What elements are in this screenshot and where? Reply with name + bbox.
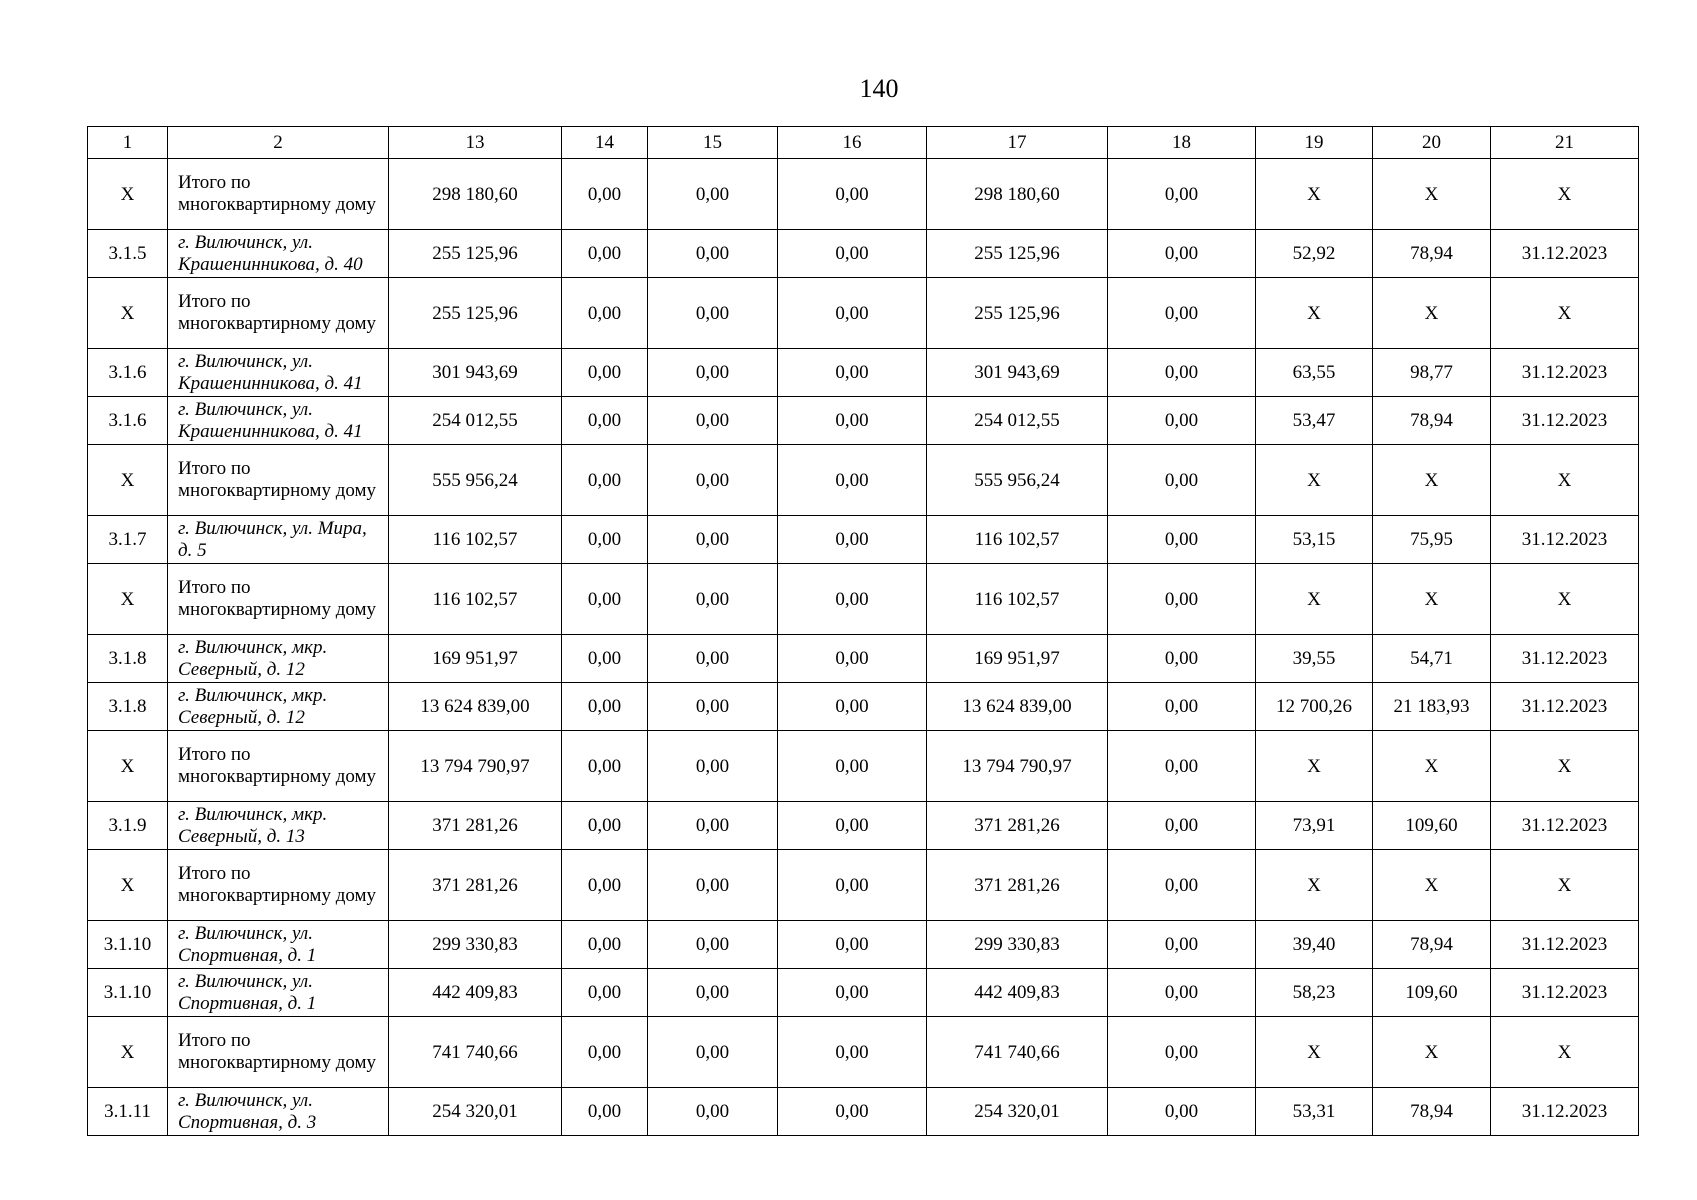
table-row	[88, 516, 1639, 564]
col-20-value: 21 183,93	[1373, 683, 1491, 731]
column-header: 20	[1373, 127, 1491, 159]
col-21-value: Х	[1491, 159, 1639, 230]
col-14-value: 0,00	[562, 635, 648, 683]
col-19-value: 53,47	[1256, 397, 1373, 445]
col-20-value: 78,94	[1373, 230, 1491, 278]
column-header: 2	[168, 127, 389, 159]
col-19-value: 58,23	[1256, 969, 1373, 1017]
col-21-value: 31.12.2023	[1491, 397, 1639, 445]
row-description: Итого по многоквартирному дому	[168, 1017, 389, 1088]
col-21-value: 31.12.2023	[1491, 635, 1639, 683]
row-description: г. Вилючинск, ул. Спортивная, д. 1	[168, 969, 389, 1017]
col-16-value: 0,00	[778, 397, 927, 445]
row-number: Х	[88, 278, 168, 349]
col-14-value: 0,00	[562, 230, 648, 278]
col-18-value: 0,00	[1108, 278, 1256, 349]
col-21-value: Х	[1491, 564, 1639, 635]
col-18-value: 0,00	[1108, 445, 1256, 516]
col-14-value: 0,00	[562, 564, 648, 635]
col-18-value: 0,00	[1108, 159, 1256, 230]
col-17-value: 254 320,01	[927, 1088, 1108, 1136]
col-21-value: 31.12.2023	[1491, 921, 1639, 969]
col-13-value: 254 320,01	[389, 1088, 562, 1136]
col-20-value: Х	[1373, 159, 1491, 230]
col-15-value: 0,00	[648, 397, 778, 445]
row-description: г. Вилючинск, ул. Крашенинникова, д. 41	[168, 349, 389, 397]
total-row	[88, 445, 1639, 516]
table-row	[88, 635, 1639, 683]
col-15-value: 0,00	[648, 921, 778, 969]
col-20-value: 54,71	[1373, 635, 1491, 683]
col-16-value: 0,00	[778, 516, 927, 564]
col-16-value: 0,00	[778, 969, 927, 1017]
table-row	[88, 230, 1639, 278]
col-21-value: 31.12.2023	[1491, 802, 1639, 850]
col-18-value: 0,00	[1108, 1017, 1256, 1088]
col-14-value: 0,00	[562, 349, 648, 397]
col-17-value: 301 943,69	[927, 349, 1108, 397]
col-21-value: Х	[1491, 731, 1639, 802]
col-17-value: 255 125,96	[927, 230, 1108, 278]
col-13-value: 298 180,60	[389, 159, 562, 230]
col-15-value: 0,00	[648, 278, 778, 349]
row-number: 3.1.8	[88, 683, 168, 731]
column-header: 1	[88, 127, 168, 159]
col-18-value: 0,00	[1108, 397, 1256, 445]
col-13-value: 116 102,57	[389, 564, 562, 635]
row-description: г. Вилючинск, мкр. Северный, д. 12	[168, 635, 389, 683]
col-18-value: 0,00	[1108, 850, 1256, 921]
col-16-value: 0,00	[778, 802, 927, 850]
row-number: 3.1.7	[88, 516, 168, 564]
col-21-value: 31.12.2023	[1491, 349, 1639, 397]
col-18-value: 0,00	[1108, 731, 1256, 802]
col-14-value: 0,00	[562, 683, 648, 731]
col-17-value: 371 281,26	[927, 850, 1108, 921]
row-number: Х	[88, 159, 168, 230]
col-17-value: 442 409,83	[927, 969, 1108, 1017]
col-19-value: 53,31	[1256, 1088, 1373, 1136]
col-19-value: 39,55	[1256, 635, 1373, 683]
page-number: 140	[859, 74, 899, 103]
col-19-value: Х	[1256, 445, 1373, 516]
column-header: 21	[1491, 127, 1639, 159]
col-17-value: 116 102,57	[927, 564, 1108, 635]
col-20-value: Х	[1373, 564, 1491, 635]
col-13-value: 301 943,69	[389, 349, 562, 397]
col-14-value: 0,00	[562, 802, 648, 850]
col-20-value: 109,60	[1373, 969, 1491, 1017]
col-17-value: 255 125,96	[927, 278, 1108, 349]
col-19-value: 63,55	[1256, 349, 1373, 397]
column-header: 14	[562, 127, 648, 159]
col-21-value: 31.12.2023	[1491, 1088, 1639, 1136]
col-15-value: 0,00	[648, 349, 778, 397]
col-16-value: 0,00	[778, 1088, 927, 1136]
col-20-value: Х	[1373, 278, 1491, 349]
col-17-value: 13 624 839,00	[927, 683, 1108, 731]
col-19-value: 73,91	[1256, 802, 1373, 850]
col-14-value: 0,00	[562, 397, 648, 445]
row-number: Х	[88, 731, 168, 802]
col-14-value: 0,00	[562, 1088, 648, 1136]
col-20-value: 109,60	[1373, 802, 1491, 850]
col-21-value: Х	[1491, 278, 1639, 349]
column-header: 13	[389, 127, 562, 159]
col-19-value: 12 700,26	[1256, 683, 1373, 731]
table-row	[88, 397, 1639, 445]
col-21-value: Х	[1491, 445, 1639, 516]
col-13-value: 254 012,55	[389, 397, 562, 445]
row-number: 3.1.6	[88, 397, 168, 445]
col-17-value: 254 012,55	[927, 397, 1108, 445]
col-17-value: 13 794 790,97	[927, 731, 1108, 802]
col-20-value: 78,94	[1373, 1088, 1491, 1136]
row-number: 3.1.6	[88, 349, 168, 397]
col-14-value: 0,00	[562, 969, 648, 1017]
col-14-value: 0,00	[562, 850, 648, 921]
col-16-value: 0,00	[778, 921, 927, 969]
col-16-value: 0,00	[778, 683, 927, 731]
col-13-value: 371 281,26	[389, 850, 562, 921]
row-description: г. Вилючинск, ул. Мира, д. 5	[168, 516, 389, 564]
col-14-value: 0,00	[562, 1017, 648, 1088]
table-row	[88, 683, 1639, 731]
col-19-value: Х	[1256, 278, 1373, 349]
col-16-value: 0,00	[778, 1017, 927, 1088]
total-row	[88, 159, 1639, 230]
col-13-value: 116 102,57	[389, 516, 562, 564]
total-row	[88, 1017, 1639, 1088]
col-15-value: 0,00	[648, 1088, 778, 1136]
col-17-value: 555 956,24	[927, 445, 1108, 516]
col-19-value: Х	[1256, 850, 1373, 921]
total-row	[88, 850, 1639, 921]
total-row	[88, 731, 1639, 802]
row-description: Итого по многоквартирному дому	[168, 445, 389, 516]
col-14-value: 0,00	[562, 731, 648, 802]
col-19-value: 53,15	[1256, 516, 1373, 564]
row-description: г. Вилючинск, ул. Крашенинникова, д. 41	[168, 397, 389, 445]
col-20-value: Х	[1373, 731, 1491, 802]
col-21-value: 31.12.2023	[1491, 969, 1639, 1017]
col-16-value: 0,00	[778, 159, 927, 230]
row-number: 3.1.10	[88, 969, 168, 1017]
row-number: Х	[88, 564, 168, 635]
column-header: 19	[1256, 127, 1373, 159]
col-15-value: 0,00	[648, 159, 778, 230]
row-description: Итого по многоквартирному дому	[168, 564, 389, 635]
col-14-value: 0,00	[562, 516, 648, 564]
column-header: 15	[648, 127, 778, 159]
col-21-value: Х	[1491, 850, 1639, 921]
col-18-value: 0,00	[1108, 516, 1256, 564]
col-13-value: 555 956,24	[389, 445, 562, 516]
col-14-value: 0,00	[562, 278, 648, 349]
row-description: г. Вилючинск, мкр. Северный, д. 13	[168, 802, 389, 850]
col-15-value: 0,00	[648, 1017, 778, 1088]
row-number: Х	[88, 445, 168, 516]
col-17-value: 299 330,83	[927, 921, 1108, 969]
col-21-value: 31.12.2023	[1491, 683, 1639, 731]
col-18-value: 0,00	[1108, 1088, 1256, 1136]
col-17-value: 371 281,26	[927, 802, 1108, 850]
col-16-value: 0,00	[778, 278, 927, 349]
row-number: Х	[88, 850, 168, 921]
column-header: 18	[1108, 127, 1256, 159]
column-header: 17	[927, 127, 1108, 159]
col-18-value: 0,00	[1108, 635, 1256, 683]
col-18-value: 0,00	[1108, 683, 1256, 731]
table-row	[88, 969, 1639, 1017]
col-13-value: 741 740,66	[389, 1017, 562, 1088]
col-14-value: 0,00	[562, 445, 648, 516]
total-row	[88, 564, 1639, 635]
col-13-value: 371 281,26	[389, 802, 562, 850]
row-number: 3.1.10	[88, 921, 168, 969]
col-19-value: 39,40	[1256, 921, 1373, 969]
row-description: г. Вилючинск, мкр. Северный, д. 12	[168, 683, 389, 731]
row-description: Итого по многоквартирному дому	[168, 731, 389, 802]
row-description: г. Вилючинск, ул. Крашенинникова, д. 40	[168, 230, 389, 278]
col-21-value: 31.12.2023	[1491, 230, 1639, 278]
col-16-value: 0,00	[778, 445, 927, 516]
col-15-value: 0,00	[648, 230, 778, 278]
col-17-value: 741 740,66	[927, 1017, 1108, 1088]
table-row	[88, 802, 1639, 850]
col-15-value: 0,00	[648, 850, 778, 921]
col-20-value: 78,94	[1373, 921, 1491, 969]
row-number: 3.1.11	[88, 1088, 168, 1136]
col-20-value: Х	[1373, 850, 1491, 921]
col-18-value: 0,00	[1108, 230, 1256, 278]
col-13-value: 255 125,96	[389, 230, 562, 278]
row-description: г. Вилючинск, ул. Спортивная, д. 3	[168, 1088, 389, 1136]
col-19-value: Х	[1256, 564, 1373, 635]
table-row	[88, 349, 1639, 397]
row-description: Итого по многоквартирному дому	[168, 278, 389, 349]
col-16-value: 0,00	[778, 731, 927, 802]
col-15-value: 0,00	[648, 969, 778, 1017]
col-19-value: Х	[1256, 159, 1373, 230]
col-20-value: 98,77	[1373, 349, 1491, 397]
col-18-value: 0,00	[1108, 349, 1256, 397]
col-18-value: 0,00	[1108, 969, 1256, 1017]
col-14-value: 0,00	[562, 921, 648, 969]
col-20-value: Х	[1373, 445, 1491, 516]
col-17-value: 116 102,57	[927, 516, 1108, 564]
column-header: 16	[778, 127, 927, 159]
row-description: Итого по многоквартирному дому	[168, 159, 389, 230]
row-number: 3.1.5	[88, 230, 168, 278]
data-table	[87, 126, 1639, 1136]
row-number: Х	[88, 1017, 168, 1088]
col-18-value: 0,00	[1108, 564, 1256, 635]
col-20-value: Х	[1373, 1017, 1491, 1088]
col-18-value: 0,00	[1108, 921, 1256, 969]
col-21-value: 31.12.2023	[1491, 516, 1639, 564]
col-19-value: 52,92	[1256, 230, 1373, 278]
col-18-value: 0,00	[1108, 802, 1256, 850]
col-20-value: 75,95	[1373, 516, 1491, 564]
total-row	[88, 278, 1639, 349]
col-17-value: 169 951,97	[927, 635, 1108, 683]
col-14-value: 0,00	[562, 159, 648, 230]
table-row	[88, 921, 1639, 969]
col-13-value: 442 409,83	[389, 969, 562, 1017]
row-description: Итого по многоквартирному дому	[168, 850, 389, 921]
col-15-value: 0,00	[648, 731, 778, 802]
col-16-value: 0,00	[778, 230, 927, 278]
col-21-value: Х	[1491, 1017, 1639, 1088]
col-19-value: Х	[1256, 731, 1373, 802]
col-20-value: 78,94	[1373, 397, 1491, 445]
row-number: 3.1.9	[88, 802, 168, 850]
col-19-value: Х	[1256, 1017, 1373, 1088]
row-description: г. Вилючинск, ул. Спортивная, д. 1	[168, 921, 389, 969]
col-13-value: 169 951,97	[389, 635, 562, 683]
col-13-value: 299 330,83	[389, 921, 562, 969]
col-15-value: 0,00	[648, 445, 778, 516]
col-13-value: 13 624 839,00	[389, 683, 562, 731]
col-16-value: 0,00	[778, 850, 927, 921]
header-row	[88, 127, 1639, 159]
col-13-value: 13 794 790,97	[389, 731, 562, 802]
col-15-value: 0,00	[648, 683, 778, 731]
col-15-value: 0,00	[648, 802, 778, 850]
col-16-value: 0,00	[778, 635, 927, 683]
col-15-value: 0,00	[648, 635, 778, 683]
col-17-value: 298 180,60	[927, 159, 1108, 230]
col-15-value: 0,00	[648, 564, 778, 635]
col-16-value: 0,00	[778, 349, 927, 397]
table-row	[88, 1088, 1639, 1136]
col-13-value: 255 125,96	[389, 278, 562, 349]
row-number: 3.1.8	[88, 635, 168, 683]
col-16-value: 0,00	[778, 564, 927, 635]
col-15-value: 0,00	[648, 516, 778, 564]
